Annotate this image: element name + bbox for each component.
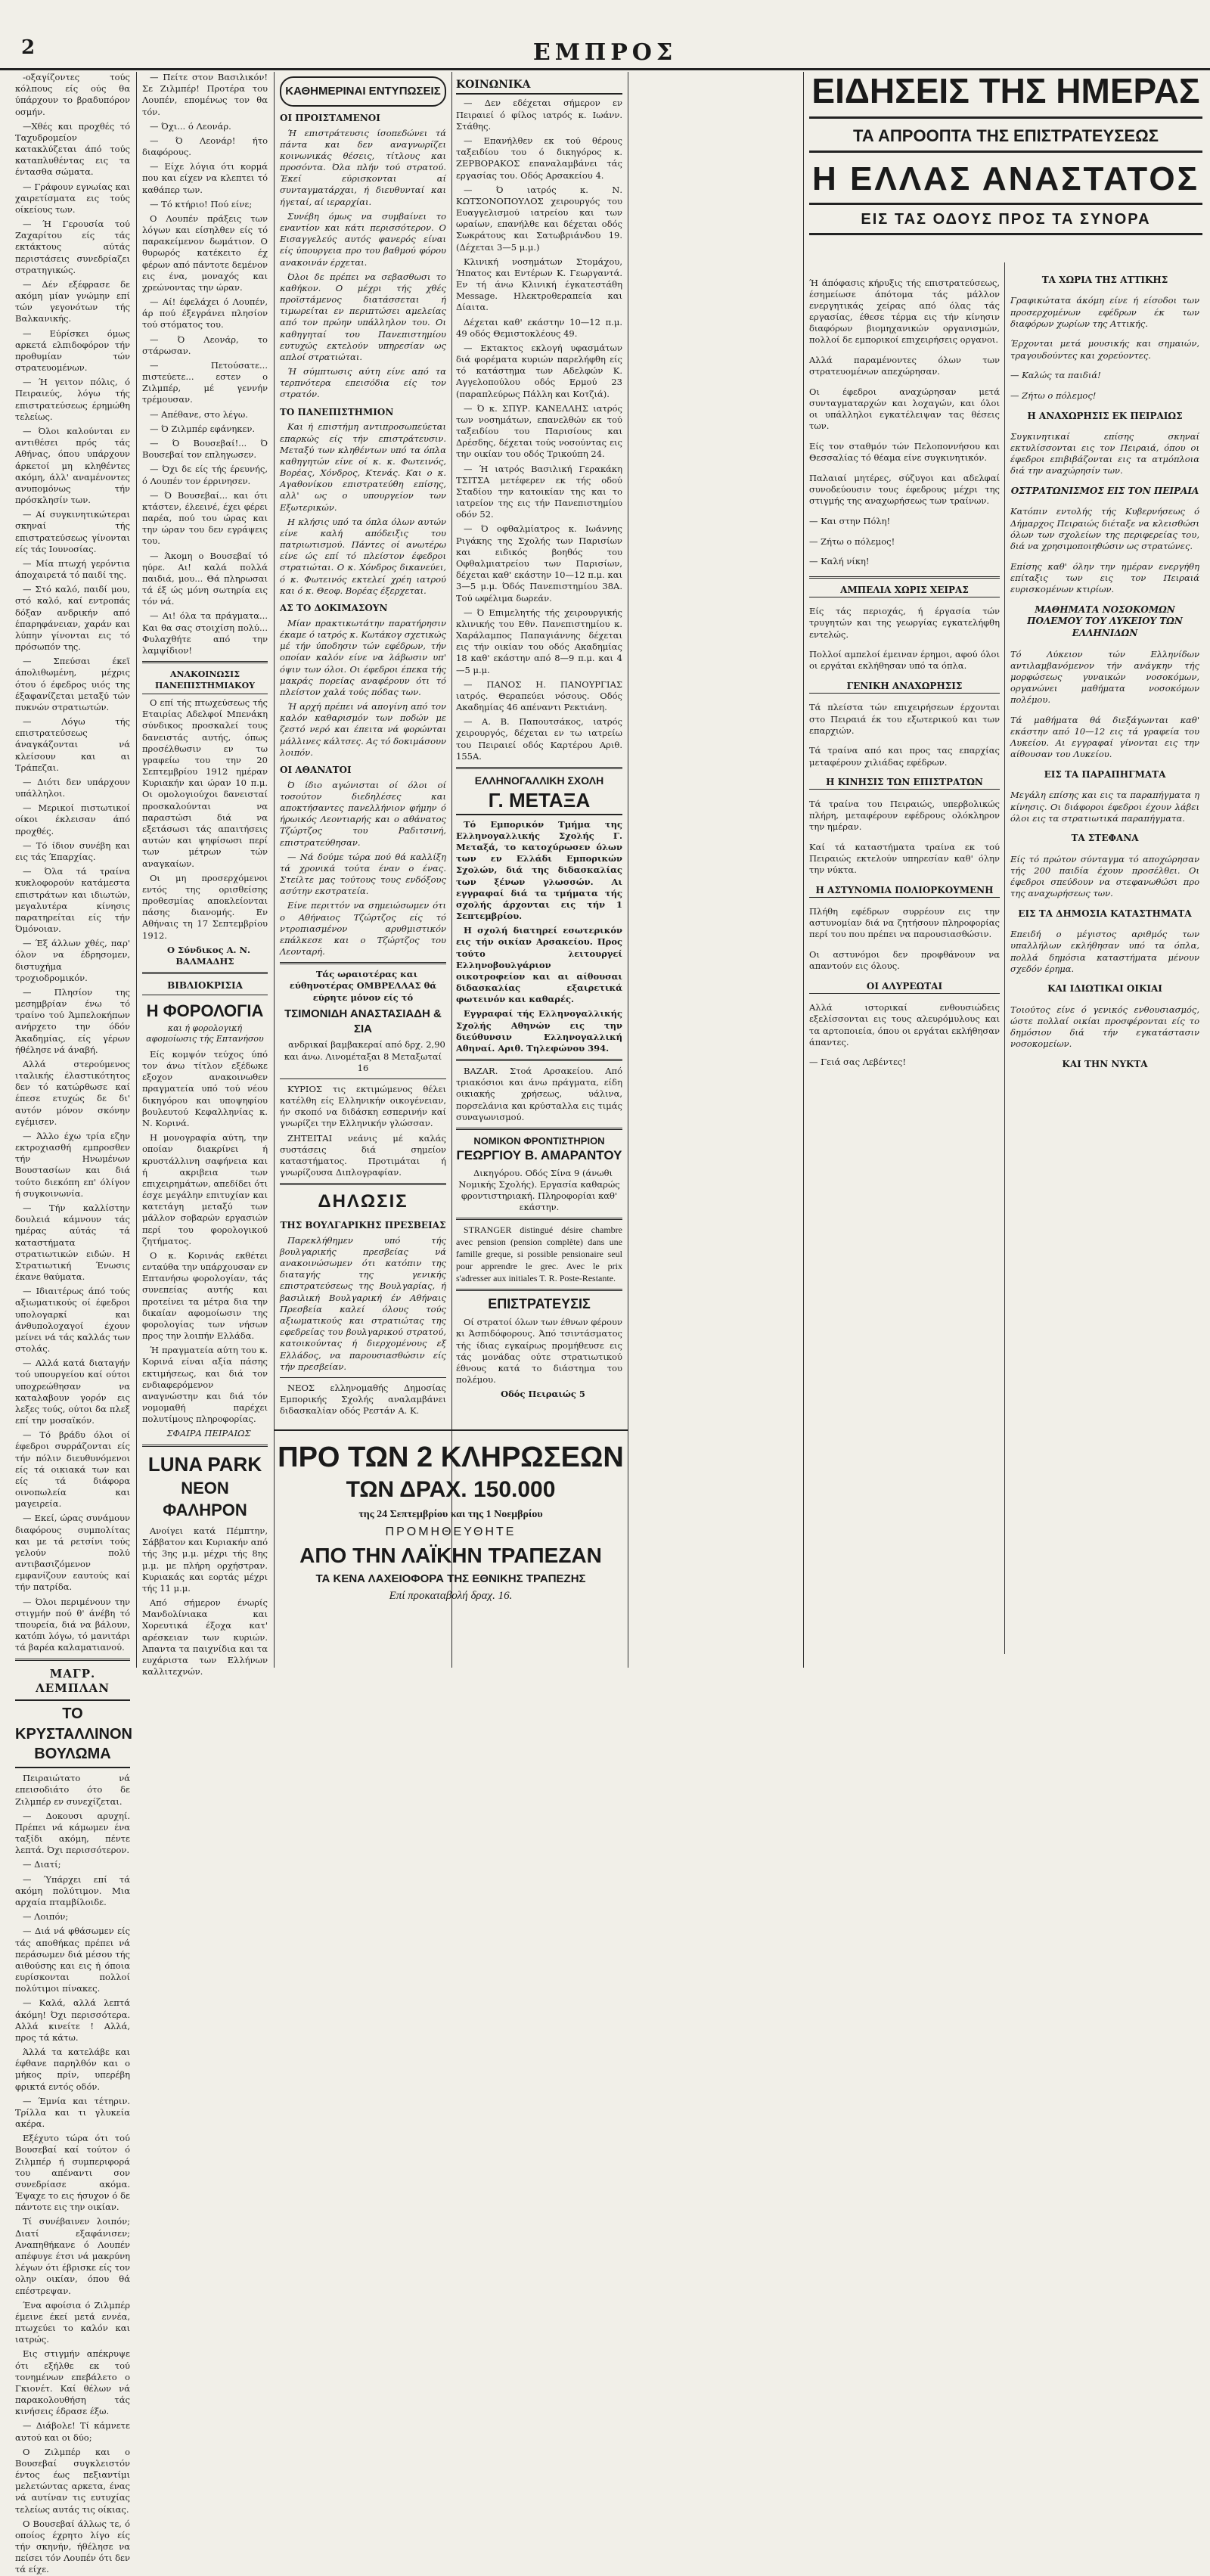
article-subtitle: και ή φορολογική αφομοίωσις τής Επτανήσου — [146, 1023, 264, 1044]
paragraph: Από σήμερον ένωρίς Μανδολίνιακα και Χορευτικά έξοχα κατ' αρέσκειαν των κυριών. Άπαντα τα παιχνίδια και τα ευχάριστα των Ελλήνων καλλιτεχνών. — [142, 1597, 268, 1678]
paragraph: Καί τά καταστήματα τραίνα εκ τού Πειραιώς εκτελούν υπηρεσίαν καθ' όλην την νύκτα. — [809, 841, 1000, 875]
paragraph: Η κλήσις υπό τα όπλα όλων αυτών είνε καλή απόδειξις του πατριωτισμού. Πάντες οί ανωτέρω είνε ώς επί τό πλείστον έφεδροι στρατιώται. Ο κ. Χόνδρος δικανεύει, ό κ. Φωτεινός εκτελεί χρέη ιατρού και ό κ. Θεοφ. Βορέας έξερχεται. — [280, 516, 446, 596]
paragraph: — Όλοι περιμένουν την στιγμήν πού θ' άνέβη τό τπουρεία, διά να βάλουν, κατόπι λόγω, τό μανιτάρι τά βαρέα καλαματιανού. — [15, 1596, 130, 1653]
paragraph: BAZAR. Στοά Αρσακείου. Από τριακόσιοι και άνω πράγματα, είδη οικιακής χρήσεως, υάλινα, πορσελάνια και κρύσταλλα εις τιμάς συναγωνισμού. — [456, 1066, 622, 1122]
paragraph: — Ή Γερουσία τού Ζαχαρίτου είς τάς εκτάκτους αύτάς περιστάσεις συνεδρίαζει στρατηγικώς. — [15, 219, 130, 275]
paragraph: — Εκεί, ώρας συνάμουν διαφόρους συμπολίτας και με τά ρετσίνι τούς γελούν πολύ αντιβασιζόμενον εμφανίζουν εαυτούς καί τήν πατρίδα. — [15, 1513, 130, 1593]
paragraph: Πολλοί αμπελοί έμειναν έρημοι, αφού όλοι οι εργάται εκλήθησαν υπό τα όπλα. — [809, 649, 1000, 672]
ad-title: ΓΕΩΡΓΙΟΥ Β. ΑΜΑΡΑΝΤΟΥ — [456, 1148, 622, 1163]
paragraph: — Γράφουν εγνωίας και χαιρετίσματα εις τούς οίκείους των. — [15, 181, 130, 215]
paragraph: — Επανήλθεν εκ τού θέρους ταξειδίου του ό δικηγόρος κ. ΖΕΡΒΟΡΑΚΟΣ επαναλαμβάνει τάς εργασίας του. Οδός Αρσακείου 4. — [456, 135, 622, 181]
ad-title: ΕΠΙΣΤΡΑΤΕΥΣΙΣ — [488, 1296, 591, 1312]
column-heading: ΚΑΘΗΜΕΡΙΝΑΙ ΕΝΤΥΠΩΣΕΙΣ — [280, 76, 446, 107]
divider — [809, 576, 1000, 579]
paragraph: Ή αρχή πρέπει νά απογίνη από τον καλόν καθαρισμόν των ποδών με ζεστό νερό και έπειτα νά φορώνται μάλλινες κάλτσες. Ας τό δοκιμάσουν λοιπόν. — [280, 701, 446, 758]
paragraph: Ό ίδιο αγώνισται οί όλοι οί τοσούτον διεδηλέσες και αποκτήσαντες πανελλήνιον φήμην ό ήρωικός Λεοντιαρής και ο αθάνατος Τζώρτζος του Ραδιτσινή, επιστρατεύθησαν. — [280, 779, 446, 848]
paragraph: — Στό καλό, παιδί μου, στό καλό, καί εντροπάς δόξαν ανδρικήν από έπαρηφάνειαν, χαράν και λύπην γίνονται εις τό πρόσωπόν της. — [15, 584, 130, 653]
paragraph: — Πλησίον της μεσημβρίαν ένω τό τραίνο τού Άμπελοκήπων ανήρχετο την όδόν Άκαδημίας, είς γέρων ήθέλησε νά άναβή. — [15, 986, 130, 1055]
right-column-a — [809, 268, 1000, 1653]
paragraph: Τά τραίνα του Πειραιώς, υπερβολικώς πλήρη, μεταφέρουν εφέδρους ολόκληρον την ημέραν. — [809, 798, 1000, 832]
column-rule — [803, 72, 804, 1668]
section-heading: ΓΕΝΙΚΗ ΑΝΑΧΩΡΗΣΙΣ — [809, 681, 1000, 694]
section-heading: Η ΑΝΑΧΩΡΗΣΙΣ ΕΚ ΠΕΙΡΑΙΩΣ — [1027, 410, 1183, 421]
paragraph: — Διάβολε! Τί κάμνετε αυτού και οι δύο; — [15, 2420, 130, 2443]
section-heading: Η ΚΙΝΗΣΙΣ ΤΩΝ ΕΠΙΣΤΡΑΤΩΝ — [809, 777, 1000, 790]
paragraph: Εις στιγμήν απέκρυψε ότι εξήλθε εκ τού τονημένων επεβάλετο ο Γκιονέτ. Καί θέλων νά παρακολουθήση τάς κινήσεις έδρασε έξω. — [15, 2348, 130, 2417]
divider — [456, 767, 622, 769]
paragraph: — Έξ άλλων χθές, παρ' όλον να έδρησομεν, διστυχήμα τροχιοδρομικόν. — [15, 938, 130, 983]
section-heading: ΕΙΣ ΤΑ ΔΗΜΟΣΙΑ ΚΑΤΑΣΤΗΜΑΤΑ — [1018, 908, 1192, 919]
paragraph: -οξαγίζοντες τούς κόλπους είς ούς θα ύπάρχουν το βραδυπόρον οσμήν. — [15, 72, 130, 117]
paragraph: — Τό βράδυ όλοι οί έφεδροι συρράζονται είς τήν πόλιν διευθυνόμενοι είς τά οικιακά των και είς τά διάφορα οινοπωλεία και μαγειρεία. — [15, 1429, 130, 1510]
ad-amount: ΤΩΝ ΔΡΑΧ. 150.000 — [346, 1477, 556, 1502]
paragraph: Επίσης καθ' όλην την ημέραν ενεργήθη επίταξις των εις τον Πειραιά ευρισκομένων κτιρίων. — [1010, 560, 1199, 594]
paragraph: ΖΗΤΕΙΤΑΙ νεάνις μέ καλάς συστάσεις διά σημείον καταστήματος. Προτιμάται ή γνωρίζουσα Διπλογραφίαν. — [280, 1132, 446, 1178]
paragraph: — Άκομη ο Βουσεβαί τό ηύρε. Αι! καλά πολλά παιδιά, μου... Θά πληρωσαι τά έξ ώς μόνη σωτηρία εις τόν νά. — [142, 550, 268, 607]
paragraph: — Τό κτήριο! Πού είνε; — [150, 198, 253, 209]
ad-call: ΠΡΟΜΗΘΕΥΘΗΤΕ — [385, 1525, 517, 1538]
paragraph: —Χθές και προχθές τό Ταχυδρομείον κατακλύζεται άπό τούς καταπλυθέντας εις τα έντασθα σώματα. — [15, 120, 130, 178]
paragraph: — Καλά, αλλά λεπτά άκόμη! Όχι περισσότερα. Αλλά κινείτε ! Αλλά, προς τά κάτω. — [15, 1997, 130, 2043]
paragraph: Οί στρατοί όλων των έθνων φέρουν κι Άσπιδόφορους. Άπό τσιντάσματος τής ίδιας εγκαίρως προμήθευσε εις τάς μονάδας ούτε στρατιωτικού έθνους κατά το διάστημα του πολέμου. — [456, 1317, 622, 1386]
paragraph: — Τό ίδιον συνέβη και εις τάς Έπαρχίας. — [15, 840, 130, 862]
paragraph: — Λόγω τής επιστρατεύσεως άναγκάζονται νά κλείσουν και αι Τράπεζαι. — [15, 716, 130, 773]
paragraph: Δικηγόρου. Οδός Σίνα 9 (άνωθι Νομικής Σχολής). Εργασία καθαρώς φροντιστηριακή. Πληροφορίαι καθ' εκάστην. — [458, 1167, 620, 1213]
notice-heading: ΑΝΑΚΟΙΝΩΣΙΣ ΠΑΝΕΠΙΣΤΗΜΙΑΚΟΥ — [142, 669, 268, 694]
paragraph: Γραφικώτατα άκόμη είνε ή είσοδοι των προσερχομένων εφέδρων έκ των διαφόρων χωρίων της Αττικής. — [1010, 295, 1199, 329]
ad-subtitle: ΝΕΟΝ ΦΑΛΗΡΟΝ — [163, 1478, 247, 1519]
ad-shop-name: ΤΣΙΜΟΝΙΔΗ ΑΝΑΣΤΑΣΙΑΔΗ & ΣΙΑ — [284, 1007, 442, 1035]
right-column-b — [1010, 268, 1199, 1653]
section-heading: ΚΑΙ ΤΗΝ ΝΥΚΤΑ — [1062, 1059, 1148, 1069]
address: Οδός Πειραιώς 5 — [501, 1389, 585, 1400]
paragraph: Άλλά τα κατελάβε και έφθανε παρηλθόν και ο μήκος πρίν, υπερέβη φρικτά εντός οδόν. — [15, 2047, 130, 2092]
paragraph: Είς τον σταθμόν τών Πελοποννήσου και Θεσσαλίας τό θέαμα είνε συγκινητικόν. — [809, 441, 1000, 464]
column-4 — [456, 72, 622, 1660]
divider — [280, 962, 446, 964]
paragraph: Τί συνέβαινεν λοιπόν; Διατί εξαφάνισεν; Αναπηθήκανε ό Λουπέν απέφυγε έτσι νά μακρύνη λέγων ότι έβρισκε είς τον ολην οικίαν, όπου θά επέστρεψαν. — [15, 2216, 130, 2296]
paragraph: Αλλά παραμένοντες όλων των στρατευομένων απεχώρησαν. — [809, 355, 1000, 377]
ad-dates: της 24 Σεπτεμβρίου και της 1 Νοεμβρίου — [358, 1509, 543, 1520]
paragraph: Τοιούτος είνε ό γενικός ενθουσιασμός, ώστε πολλαί οικίαι προσφέρονται είς το δημόσιον διά τήν εγκατάστασιν νοσοκομείων. — [1010, 1004, 1199, 1050]
paragraph: — Ό κ. ΣΠΥΡ. ΚΑΝΕΛΛΗΣ ιατρός των νοσημάτων, επανελθών εκ τού ταξειδίου του Παρισίους και Δρέσδης, δέχεται τούς νοσούντας εις την οικίαν του οδός Τρικούπη 24. — [456, 402, 622, 460]
paragraph: — Ό Βουσεβαί!... Ό Βουσεβαί τον επληγωσεν. — [142, 437, 268, 461]
paragraph: — Λοιπόν; — [23, 1911, 69, 1923]
paragraph: — Διά νά φθάσωμεν είς τάς αποθήκας πρέπει νά περάσωμεν διά μέσου τής αιθούσης και εις ή όποια ευρίσκονται πολλοί πολύτιμοι πίνακες. — [15, 1926, 130, 1994]
paragraph: Είς τάς περιοχάς, ή έργασία τών τρυγητών και της γεωργίας εγκατελήφθη εντελώς. — [809, 606, 1000, 640]
ad-price: Επί προκαταβολή δραχ. 16. — [389, 1590, 513, 1602]
paragraph: Ή σύμπτωσις αύτη είνε από τα τερπνότερα επεισόδια είς τον στρατόν. — [280, 366, 446, 400]
column-rule — [136, 72, 137, 1668]
paragraph: Πειραιώτατο νά επεισοδιάτο ότο δε Ζιλμπέρ εν συνεχίζεται. — [15, 1773, 130, 1807]
paragraph: — Ή ιατρός Βασιλική Γερακάκη ΤΣΙΤΣΑ μετέφερεν εκ τής οδού Σταδίου την κατοικίαν της και το ιατρείον της εις τήν Πανεπιστημίου οδόν 52. — [456, 463, 622, 520]
notice-signature: Ο Σύνδικος Α. Ν. ΒΑΛΜΑΔΗΣ — [166, 944, 251, 967]
paragraph: — Εκτακτος εκλογή υφασμάτων διά φορέματα κυριών παρελήφθη είς τό κατάστημα των Αδελφών Κ. Αγγελοπούλου οδός Ερμού 23 (παραπλεύρως Πάλλη και Κοτζιά). — [456, 342, 622, 399]
paragraph: — Αλλά κατά διαταγήν τού υπουργείου καί ούτοι υποχρεώθησαν να καταλαβουν γορόν εις λεξες τούς, ούτοι δα πλεξ επί την μοσαϊκόν. — [15, 1358, 130, 1426]
paragraph: — Όχι δε είς τής έρευνής, ό Λουπέν τον έρρινησεν. — [142, 464, 268, 486]
divider — [456, 1128, 622, 1130]
paragraph: — Μερικοί πιστωτικοί οίκοι έκλεισαν άπό προχθές. — [15, 802, 130, 836]
paragraph: Εγγραφαί τής Ελληνογαλλικής Σχολής Αθηνών εις την διεύθυνσιν Ελληνογαλλική Αθηναί. Αριθ. Τηλεφώνου 394. — [456, 1008, 622, 1054]
paragraph: — Ό Λεονάρ! ήτο διαφόρους. — [142, 135, 268, 158]
section-heading: ΟΣΤΡΑΤΩΝΙΣΜΟΣ ΕΙΣ ΤΟΝ ΠΕΙΡΑΙΑ — [1010, 486, 1199, 497]
ad-text: ανδρικαί βαμβακεραί από δρχ. 2,90 και άνω. Λινομέταξαι 8 Μεταξωταί 16 — [284, 1039, 445, 1073]
paragraph: Η σχολή διατηρεί εσωτερικόν εις τήν οικίαν Αρσακείου. Προς τούτο λειτουργεί Ελληνοβουλγάριον οικοτροφείον και αι αίθουσαι διδασκαλίας εξαιρετικά φωτεινόν και καθαρές. — [456, 925, 622, 1005]
divider — [142, 661, 268, 663]
paragraph: Όλοι δε πρέπει να σεβασθωσι το καθήκον. Ο μέχρι τής χθές προϊστάμενος διατάσσεται ή τιμωρείται εν περιπτώσει αμελείας από τον πρώην υπάλληλον του. Οι καθηγηταί του Πανεπιστημίου ευτυχώς εκτελούν υπηρεσίαν ως απλοί στρατιώται. — [280, 271, 446, 362]
paragraph: — Τήν καλλίστην δουλειά κάμνουν τάς ημέρας αύτάς τά καταστήματα στρατιωτικών ειδών. Η Στρατιωτική Ένωσις έκανε θαύματα. — [15, 1202, 130, 1283]
paragraph: — Ό Βουσεβαί... και ότι κτάστεν, έλεεινέ, έχει φέρει παρέα, πού του ώρας και την ώραν του δεν εγράψεις του. — [142, 489, 268, 547]
column-1 — [15, 72, 132, 2575]
paragraph: Ο κ. Κορινάς εκθέτει ενταύθα την υπάρχουσαν εν Επτανήσω φορολογίαν, τάς συνεπείας αυτής και προτείνει τα μέτρα δια την δικαίαν αφομοίωσιν της φορολογίας των νήσων προς την λοιπήν Ελλάδα. — [142, 1249, 268, 1342]
paragraph: Οι αστυνόμοι δεν προφθάνουν να απαντούν εις όλους. — [809, 949, 1000, 972]
paragraph: Αλλά ιστορικαί ενθουσιώδεις εξελίσσονται εις τους αλευρόμυλους και τα αρτοποιεία, όπου οι εργάται εκλήθησαν άπαντες. — [809, 1002, 1000, 1047]
paragraph: Ανοίγει κατά Πέμπτην, Σάββατον και Κυριακήν από τής 3ης μ.μ. μέχρι τής 8ης μ.μ. με πλήρη ορχήστραν. Κυριακάς και εορτάς μέχρι τής 11 μ.μ. — [142, 1525, 268, 1594]
signature: ΣΦΑΙΡΑ ΠΕΙΡΑΙΩΣ — [166, 1428, 251, 1439]
paragraph: Ο Λουπέν πράξεις των λόγων και είσηλθεν είς τό παρακείμενον δωμάτιον. Ο θυρωρός κατέκειτο έχ φέρων από πάντοτε δεμένον εις ένα, μοναχός και χρεώνοντας την ώραν. — [142, 213, 268, 293]
section-heading: ΤΑ ΣΤΕΦΑΝΑ — [1071, 833, 1139, 844]
paragraph: — Ό Λεονάρ, το στάρωσαν. — [142, 334, 268, 356]
paragraph: Συγκινητικαί επίσης σκηναί εκτυλίσσονται εις τον Πειραιά, όπου οι έφεδροι επιβιβάζονται εις τα ατμόπλοια διά την αναχώρησίν των. — [1010, 430, 1199, 476]
column-2 — [142, 72, 268, 1678]
paragraph: Οι μη προσερχόμενοι εντός της ορισθείσης προθεσμίας αποκλείονται πάσης διανομής. Εν Αθήναις τη 17 Σεπτεμβρίου 1912. — [142, 872, 268, 941]
column-rule — [274, 72, 275, 1668]
column-rule — [451, 72, 452, 1668]
paragraph: Ή πραγματεία αύτη του κ. Κορινά είναι αξία πάσης εκτιμήσεως, και διά τον ενδιαφερόμενον αναγνώστην και διά τόν νομομαθή παρέχει πολυτίμους πληροφορίας. — [142, 1345, 268, 1425]
paragraph: — Δεν εδέχεται σήμερον εν Πειραιεί ό φίλος ιατρός κ. Ιωάνν. Στάθης. — [456, 98, 622, 132]
paragraph: Μίαν πρακτικωτάτην παρατήρησιν έκαμε ό ιατρός κ. Κωτάκογ σχετικώς μέ τήν ύποδησιν τών εφέδρων, τήν οποίαν καλόν είνε να λάβωσιν υπ' όψιν των όλοι. Οι έφεδροι έπεκα τής μακράς πορείας αναφέρουν ότι τό πλείστον χαλά τούς πόδας των. — [280, 617, 446, 697]
ad-title: LUNA PARK — [147, 1452, 262, 1476]
ad-heading: ΕΛΛΗΝΟΓΑΛΛΙΚΗ ΣΧΟΛΗ — [474, 774, 604, 787]
paragraph: Συνέβη όμως να συμβαίνει το εναντίον και κάτι περισσότερον. Ο Εισαγγελεύς αυτός φανερός είναι είς ύπουργεια προ του βαθμού φόρου ανακοινάν έρχεται. — [280, 210, 446, 268]
paragraph: — Όλοι καλούνται εν αντιθέσει πρός τάς Αθήνας, όπου υπάρχουν άρκετοί μη κληθέντες ακόμη, άλλ' αναμένοντες ανυπομόνως τήν πρόσκλησίν των. — [15, 425, 130, 506]
paragraph: ΚΥΡΙΟΣ τις εκτιμώμενος θέλει κατέλθη είς Ελληνικήν οικογένειαν, ήν σκοπό να διδάσκη εσπερινήν καί γνωρίζει την Ελληνικήν γλώσσαν. — [280, 1083, 446, 1129]
article-title: Η ΦΟΡΟΛΟΓΙΑ — [146, 1001, 264, 1020]
paragraph: — Ζήτω ο πόλεμος! — [809, 535, 895, 547]
paragraph: — Πετούσατε... πιστεύετε... εστεν ο Ζιλμπέρ, μέ γεννήν τρέμουσαν. — [142, 359, 268, 405]
section-heading: ΟΙ ΠΡΟΙΣΤΑΜΕΝΟΙ — [280, 112, 380, 123]
ad-text: Τάς ωραιοτέρας και εύθηνοτέρας ΟΜΒΡΕΛΛΑΣ θά εύρητε μόνον είς τό — [289, 969, 437, 1003]
divider — [456, 1218, 622, 1220]
paragraph: — Εύρίσκει όμως αρκετά ελπιδοφόρον τήν προθυμίαν τών στρατευομένων. — [15, 327, 130, 374]
paragraph: — Α. Β. Παπουτσάκος, ιατρός χειρουργός, δέχεται εν τω ιατρείω του Πειραιεί οδός Καρτέρου Αριθ. 155Α. — [456, 716, 622, 762]
ad-title: Γ. ΜΕΤΑΞΑ — [456, 787, 622, 815]
paragraph: — Νά δούμε τώρα πού θά καλλίξη τά χρονικά τούτα έναν ο ένας. Στείλτε μας τούτους τους ενδόξους ασύτην εκστρατεία. — [280, 851, 446, 897]
section-heading: ΚΑΙ ΙΔΙΩΤΙΚΑΙ ΟΙΚΙΑΙ — [1047, 983, 1162, 995]
ad-bank: ΑΠΟ ΤΗΝ ΛΑΪΚΗΝ ΤΡΑΠΕΖΑΝ — [299, 1544, 602, 1567]
paper-name: ΕΜΠΡΟΣ — [532, 39, 678, 66]
section-heading: ΤΟ ΠΑΝΕΠΙΣΤΗΜΙΟΝ — [280, 406, 394, 417]
paragraph: — Ή γειτον πόλις, ό Πειραιεύς, λόγω τής επιστρατεύσεως έρημώθη τελείως. — [15, 377, 130, 422]
paragraph: ΝΕΟΣ ελληνομαθής Δημοσίας Εμπορικής Σχολής αναλαμβάνει διδασκαλίαν οδός Ρεστάν Α. Κ. — [280, 1382, 446, 1417]
ad-heading: ΝΟΜΙΚΟΝ ΦΡΟΝΤΙΣΤΗΡΙΟΝ — [473, 1135, 605, 1147]
divider — [142, 972, 268, 974]
section-heading: Η ΑΣΤΥΝΟΜΙΑ ΠΟΛΙΟΡΚΟΥΜΕΝΗ — [809, 885, 1000, 898]
section-heading: ΟΙ ΑΘΑΝΑΤΟΙ — [280, 764, 352, 775]
divider — [280, 1377, 446, 1378]
paragraph: Επειδή ο μέγιστος αριθμός των υπαλλήλων εκλήθησαν υπό τα όπλα, πολλά δημόσια καταστήματα μένουν σχεδόν έρημα. — [1010, 929, 1199, 974]
paragraph: — Ζήτω ο πόλεμος! — [1010, 390, 1097, 401]
paragraph: Τά πλείστα τών επιχειρήσεων έρχονται στο Πειραιά έκ του εξωτερικού και των επαρχιών. — [809, 702, 1000, 736]
divider — [456, 1289, 622, 1291]
paragraph: — Διότι δεν υπάρχουν υπάλληλοι. — [15, 776, 130, 799]
section-heading: ΕΙΣ ΤΑ ΠΑΡΑΠΗΓΜΑΤΑ — [1044, 769, 1166, 781]
column-3 — [280, 72, 446, 1426]
paragraph: — Αι! όλα τα πράγματα... Και θα σας στοιχίση πολύ... Φυλαχθήτε από την λαμψίδιον! — [142, 610, 268, 656]
ad-tickets: ΤΑ ΚΕΝΑ ΛΑΧΕΙΟΦΟΡΑ ΤΗΣ ΕΘΝΙΚΗΣ ΤΡΑΠΕΖΗΣ — [315, 1572, 586, 1585]
paragraph: — Είχε λόγια ότι κορμά που και είχεν να κλεπτει τό καθάπερ των. — [142, 161, 268, 195]
main-headline: Η ΕΛΛΑΣ ΑΝΑΣΤΑΤΟΣ — [809, 153, 1202, 205]
paragraph: — Καλή νίκη! — [809, 556, 870, 567]
paragraph: — Δοκουσι αρυχηί. Πρέπει νά κάμωμεν ένα ταξίδι ακόμη, πέντε λεπτά. Όχι περισσότερον. — [15, 1810, 130, 1856]
paragraph: — Πείτε στον Βασιλικόν! Σε Ζιλμπέρ! Προτέρα του Λουπέν, επομένως τον θα τόν. — [142, 72, 268, 117]
paragraph: — Καλώς τα παιδιά! — [1010, 370, 1101, 381]
section-heading: ΚΟΙΝΩΝΙΚΑ — [456, 78, 622, 95]
paragraph: — Όλα τά τραίνα κυκλοφορούν κατάμεστα επιστράτων και ιδιωτών, μεγαλυτέρα κίνησις παρατηρείται είς τήν Όμόνοιαν. — [15, 866, 130, 935]
paragraph: — Και στην Πόλη! — [809, 515, 891, 526]
paragraph: Κλινική νοσημάτων Στομάχου, Ήπατος και Εντέρων Κ. Γεωργαντά. Εν τή άνω Κλινική έγκατεστάθη Message. Ηλεκτροθεραπεία και Δίαιτα. — [456, 256, 622, 313]
paragraph: — Άλλο έχω τρία εζην εκτροχιασθή εμπροσθεν τήν Ηνωμένων Βουστασίων και διά τούτο διεκόπη επ' όλίγον ή συγκοινωνία. — [15, 1130, 130, 1199]
paragraph: — Διατί; — [23, 1859, 61, 1870]
column-rule — [1004, 262, 1005, 1654]
paragraph: Οι έφεδροι αναχώρησαν μετά συνταγματαρχών και λοχαγών, και όλοι οι υπάλληλοι εγκατέλειψαν τας θέσεις των. — [809, 386, 1000, 432]
paragraph: Κατόπιν εντολής τής Κυβερνήσεως ό Δήμαρχος Πειραιώς διέταξε να κλεισθώσι όλων των σχολείων της περιφερείας του, διά να χρησιμοποιηθώσιν ως στρατώνες. — [1010, 506, 1199, 551]
paragraph: — Ό Επιμελητής τής χειρουργικής κλινικής του Εθν. Πανεπιστημίου κ. Χαράλαμπος Παπαγιάννης δέχεται εις τήν οικίαν του οδός Ακαδημίας 18 καθ' εκάστην από 8—9 π.μ. και 4—5 μ.μ. — [456, 607, 622, 675]
paragraph: — Μία πτωχή γερόντια άποχαιρετά τό παιδί της. — [15, 557, 130, 581]
article-subtitle: ΤΗΣ ΒΟΥΛΓΑΡΙΚΗΣ ΠΡΕΣΒΕΙΑΣ — [280, 1219, 446, 1231]
ad-headline: ΠΡΟ ΤΩΝ 2 ΚΛΗΡΩΣΕΩΝ — [278, 1442, 624, 1473]
paragraph: Αλλά στερούμενος ιταλικής έλαστικότητος δεν τό κατώρθωσε καί έπεσε ετυχώς δε δι' αυτόν μόνον σκόνην εγέμισεν. — [15, 1058, 130, 1127]
section-heading: ΑΣ ΤΟ ΔΟΚΙΜΑΣΟΥΝ — [280, 602, 388, 613]
paragraph: — Αί συγκινητικώτεραι σκηναί τής επιστρατεύσεως γίνονται είς τάς Ιουνοσίας. — [15, 509, 130, 554]
paragraph: Η μονογραφία αύτη, την οποίαν διακρίνει ή κρυστάλλινη σαφήνεια και ή ακριβεια των επιχειρημάτων, απεδίδει ότι έσχε μεγάλην επιτυχίαν και κατετάγη μεταξύ των μάλλον σοβαρών εργασιών περί του φορολογικού ζητήματος. — [142, 1132, 268, 1246]
headline-subtitle: ΕΙΣ ΤΑΣ ΟΔΟΥΣ ΠΡΟΣ ΤΑ ΣΥΝΟΡΑ — [809, 205, 1202, 235]
section-heading: ΑΜΠΕΛΙΑ ΧΩΡΙΣ ΧΕΙΡΑΣ — [809, 585, 1000, 597]
paragraph: Δέχεται καθ' εκάστην 10—12 π.μ. 49 οδός Θεμιστοκλέους 49. — [456, 316, 622, 339]
paragraph: Πλήθη εφέδρων συρρέουν εις την αστυνομίαν διά να ζητήσουν πληροφορίας περί του που πρέπει να παρουσιασθώσιν. — [809, 906, 1000, 940]
paragraph: — Αί! έφελάχει ό Λουπέν, άρ πού έξεγράνει πλησίον τού στόματος του. — [142, 296, 268, 331]
paragraph: Ο Ζιλμπέρ και ο Βουσεβαί συγκλειστόν έντος έως πεξιαντίμι μελετώντας αρκετα, ένας νά αυτίναν τις ευτυχίας τελείως αυτάς τις οίκιας. — [15, 2446, 130, 2515]
paragraph: Ένα αφοίσια ό Ζιλμπέρ έμεινε έκεί μετά εννέα, πτωχεύει το καλόν και ιατρώς. — [15, 2299, 130, 2345]
paragraph: — Απέθανε, στο λέγω. — [150, 408, 248, 420]
lottery-advertisement — [274, 1429, 628, 1658]
paragraph: — Ό οφθαλμίατρος κ. Ιωάννης Ριγάκης της Σχολής των Παρισίων και ειδικός βοηθός του Οφθαλμιατρείου των Παρισίων, δέχεται καθ' εκάστην 10—12 π.μ. και 3—5 μ.μ. Όδός Πανεπιστημίου 38Α. Τού ωφέλιμα δωρεάν. — [456, 523, 622, 604]
paragraph: — Σπεύσαι έκεϊ άπολιθωμένη, μέχρις ότου ό έφεδρος υιός της έξαφανίζεται μεταξύ τών πυκνών στρατιωτών. — [15, 656, 130, 712]
sub-banner: ΤΑ ΑΠΡΟΟΠΤΑ ΤΗΣ ΕΠΙΣΤΡΑΤΕΥΣΕΩΣ — [809, 119, 1202, 153]
paragraph: Ο επί τής πτωχεύσεως τής Εταιρίας Αδελφοί Μπενάκη σύνδικος προσκαλεί τους δανειστάς αυτής, όπως προσέλθωσιν εν τω γραφείω του την 20 Σεπτεμβρίου 1912 ημέραν Κυριακήν και ώραν 10 π.μ. Οι ομολογιούχοι δανεισταί προσκαλούνται να παραστώσι διά να εξετάσωσι τάς απαιτήσεις αυτών και ψηφίσωσι περί των μέτρων τών αναγκαίων. — [142, 697, 268, 869]
paragraph: — Όχι... ό Λεονάρ. — [150, 120, 231, 132]
paragraph: Εξέχυτο τώρα ότι τού Βουσεβαί καί τούτον ό Ζιλμπέρ ή συμπεριφορά του απέναντι σον συνεδρίασε ακόμα. Έψαχε το εις ήσυχον ό δε πάντοτε εις την οικίαν. — [15, 2133, 130, 2213]
news-of-the-day — [809, 71, 1202, 1069]
paragraph: Τό Εμπορικόν Τμήμα της Ελληνογαλλικής Σχολής Γ. Μεταξά, το κατοχύρωσεν όλων των εν Ελλάδι Εμπορικών Σχολών, διά της διδασκαλίας των ξένων γλωσσών. Αι εγγραφαί διά τα τμήματα τής σχολής άρχονται εις τήν 1 Σεπτεμβρίου. — [456, 818, 622, 922]
paragraph: — Έμνία και τέτηριν. Τρίλλα και τι γλυκεία ακέρα. — [15, 2095, 130, 2130]
paragraph: Ή άπόφασις κήρυξις τής επιστρατεύσεως, έσημείωσε άπότομα τάς μάλλον ενεργητικάς χείρας από όλας τάς εργασίας, έθεσε τέρμα εις τήν κίνησιν διαφόρων βιομηχανικών οργανισμών, πολλοί δε εμπορικοί επιχειρήσεις οργανοι. — [809, 277, 1000, 346]
section-heading: ΜΑΘΗΜΑΤΑ ΝΟΣΟΚΟΜΩΝ ΠΟΛΕΜΟΥ ΤΟΥ ΛΥΚΕΙΟΥ ΤΩΝ ΕΛΛΗΝΙΔΩΝ — [1027, 604, 1183, 639]
paragraph: — ΠΑΝΟΣ Η. ΠΑΝΟΥΡΓΙΑΣ ιατρός. Θεραπεύει νόσους. Οδός Ακαδημίας 46 απέναντι Ρεκτιάνη. — [456, 678, 622, 713]
page-number: 2 — [21, 36, 36, 59]
paragraph: Είνε περιττόν να σημειώσωμεν ότι ο Αθήναιος Τζώρτζος είς τό ντροπιασμένον αρυθμιστικόν επάλκεσε και ο Τζώρτζος του Λεονταρή. — [280, 900, 446, 957]
section-banner: ΕΙΔΗΣΕΙΣ ΤΗΣ ΗΜΕΡΑΣ — [809, 72, 1202, 119]
paragraph: Τά μαθήματα θά διεξάγωνται καθ' εκάστην από 10—12 εις τά γραφεία του Λυκείου. Αι εγγραφαί γίνονται εις την αίθουσαν του Λυκείου. — [1010, 714, 1199, 760]
paragraph: — Ύπάρχει επί τά ακόμη πολύτιμον. Μια αρχαία πταμβίλοιδε. — [15, 1873, 130, 1907]
paragraph: Τό Λύκειον τών Ελληνίδων αντιλαμβανόμενον τήν ανάγκην τής μορφώσεως γυναικών νοσοκόμων, οργανώνει μαθήματα νοσοκόμων πολέμου. — [1010, 648, 1199, 706]
paragraph: Παρεκλήθημεν υπό τής βουλγαρικής πρεσβείας νά ανακοινώσωμεν ότι κατόπιν της διαταγής της γενικής επιστρατεύσεως της Βουλγαρίας, ή βασιλική Βουλγαρική έν Αθήναις Πρεσβεία καλεί όλους τούς αξιωματικούς και στρατιώτας της εφεδρείας του βουλγαρικού στρατού, κατοικούντας ή διερχομένους εξ Ελλάδος, να παρουσιασθώσιν είς τήν πρεσβείαν. — [280, 1234, 446, 1372]
paragraph: — Γειά σας Λεβέντες! — [809, 1057, 906, 1068]
paragraph: STRANGER distingué désire chambre avec pension (pension complète) dans une famille greque, si possible pensionaire seul pour apprendre le grec. Avec le prix s'adresser aux initiales T. R. Poste-Restante. — [456, 1224, 622, 1283]
serial-author: ΜΑΓΡ. ΛΕΜΠΛΑΝ — [36, 1666, 110, 1696]
paragraph: — Ό ιατρός κ. Ν. ΚΩΤΣΟΝΟΠΟΥΛΟΣ χειρουργός του Ευαγγελισμού ιατρείου και των ωραίων, επανήλθε και δέχεται οδός Σωκράτους και Σατωβριάνδου 19. (Δέχεται 3—5 μ.μ.) — [456, 184, 622, 253]
paragraph: Είς τό πρώτον σύνταγμα τό αποχώρησαν τής 200 παιδία έχουν προσέλθει. Οι έφεδροι σπεύδουν να στεφανωθώσι προ της αναχωρήσεως των. — [1010, 853, 1199, 899]
paragraph: Είς κομψόν τεύχος ύπό τον άνω τίτλον εξέδωκε εξοχον ανακοινωθεν πραγματεία υπό τού νέου δικηγόρου και υποψηφίου βουλευτού Κεφαλληνίας κ. Ν. Κορινά. — [142, 1048, 268, 1128]
paragraph: Και ή επιστήμη αντιπροσωπεύεται επαρκώς είς τήν επιστράτευσιν. Μεταξύ των κληθέντων υπό τα όπλα καθηγητών είνε οί κ. κ. Φωτεινός, Βορέας, Χόνδρος, Κτενάς. Και ο κ. Αγαθονίκου επιστρατεύθη επίσης, αλλ' ως ο υπουργείον των Εξωτερικών. — [280, 421, 446, 513]
divider — [142, 1445, 268, 1447]
paragraph: Έρχονται μετά μουσικής και σημαιών, τραγουδούντες και χορεύοντες. — [1010, 338, 1199, 361]
paragraph: — Ό Ζιλμπέρ εφάνηκεν. — [150, 423, 256, 434]
paragraph: Ο Βουσεβαί άλλως τε, ό οποίος έχρητο λίγο είς τήν σκηνήν, ήθέλησε να πείσει τόν Λουπέν ότι δεν τά είχε. — [15, 2518, 130, 2575]
divider — [15, 1659, 130, 1661]
masthead — [0, 0, 1210, 70]
divider — [456, 1059, 622, 1061]
paragraph: Ή επιστράτευσις ίσοπεδώνει τά πάντα και δεν αναγνωρίζει κοινωνικάς θέσεις, τίτλους και προσόντα. Όλα πλήν τού στρατού. Έκεί εύρισκονται αί συνταγματάρχαι, ή διευθυνταί και ήγεταί, αί ιεραρχίαι. — [280, 127, 446, 207]
paragraph: — Ιδιαιτέρως άπό τούς αξιωματικούς οί έφεδροι υπολογαρκί και άνθυπολοχαγοί έχουν μείνει νά τάς καλλάς των στολάς. — [15, 1286, 130, 1355]
divider — [280, 1183, 446, 1185]
section-heading: ΤΑ ΧΩΡΙΑ ΤΗΣ ΑΤΤΙΚΗΣ — [1041, 275, 1168, 285]
paragraph: Μεγάλη επίσης και εις τα παραπήγματα η κίνησις. Οι διάφοροι έφεδροι έχουν λάβει όλοι εις τα στρατιωτικά παραπήγματα. — [1010, 790, 1199, 824]
section-heading: ΒΙΒΛΙΟΚΡΙΣΙΑ — [142, 980, 268, 995]
paragraph: Τά τραίνα από και προς τας επαρχίας μεταφέρουν χιλιάδας εφέδρων. — [809, 745, 1000, 768]
article-title: ΔΗΛΩΣΙΣ — [318, 1191, 408, 1212]
paragraph: — Δέν εξέφρασε δε ακόμη μίαν γνώμην επί τών γεγονότων τής Βαλκανικής. — [15, 278, 130, 324]
serial-title: ΤΟ ΚΡΥΣΤΑΛΛΙΝΟΝ ΒΟΥΛΩΜΑ — [15, 1699, 130, 1768]
paragraph: Παλαιαί μητέρες, σύζυγοι και αδελφαί συνοδεύουσιν τους έφεδρους μέχρι της στιγμής της αναχωρήσεως των τραίνων. — [809, 472, 1000, 507]
section-heading: ΟΙ ΑΛΥΡΕΩΤΑΙ — [809, 981, 1000, 994]
